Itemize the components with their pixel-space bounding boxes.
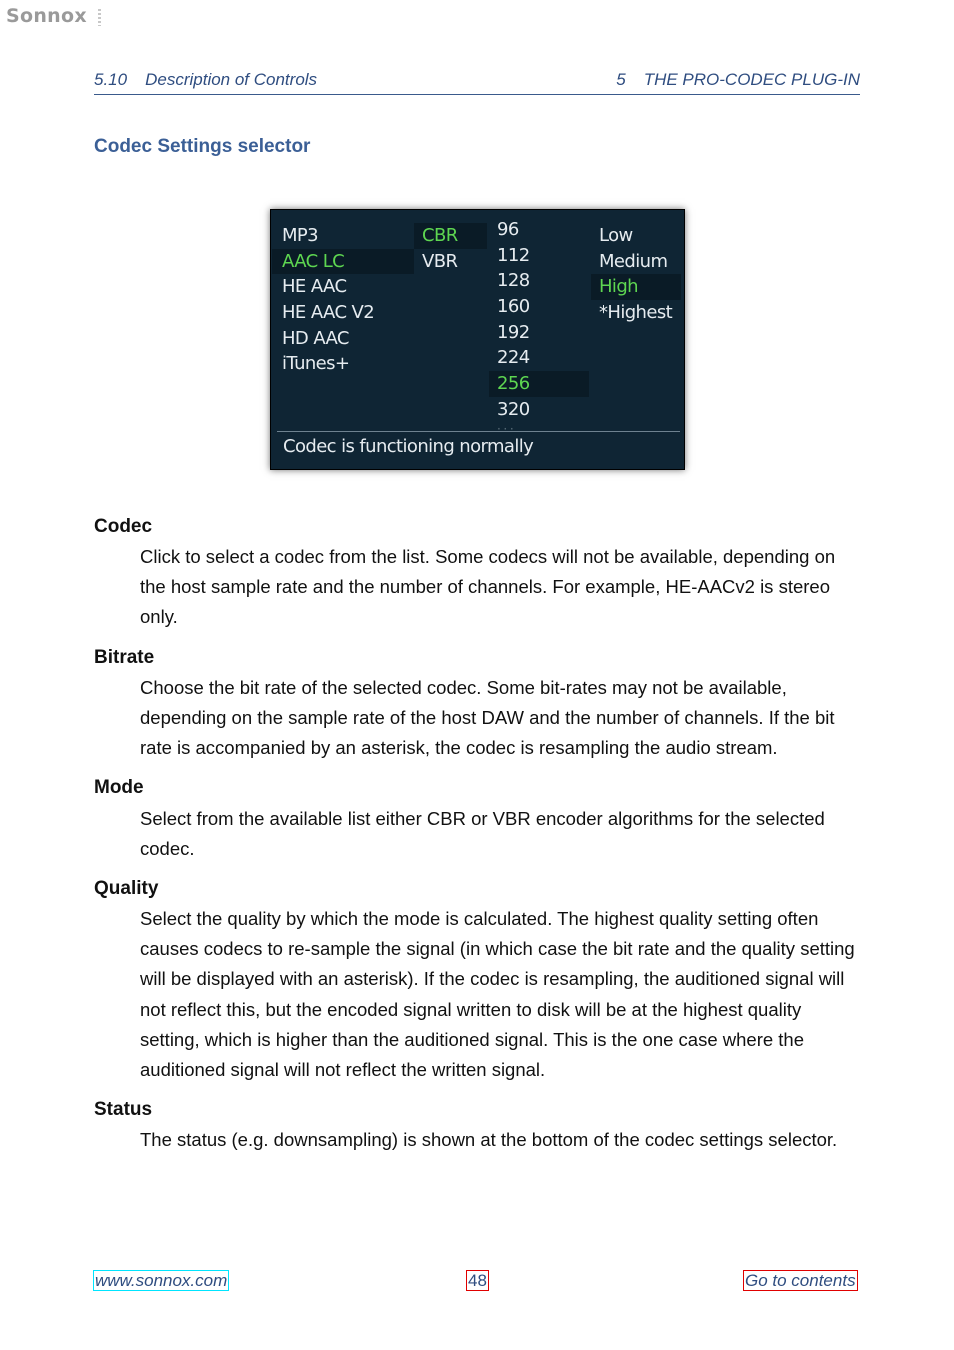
- term-mode: Mode: [94, 777, 144, 798]
- desc-bitrate: Choose the bit rate of the selected codec. Some bit-rates may not be available, depending on the sample rate of the host DAW and the number of channels. If the bit rate is accompanied by an asterisk, the codec is resampling the audio stream.: [140, 677, 835, 759]
- term-codec: Codec: [94, 516, 153, 537]
- bitrate-item-160[interactable]: 160: [497, 296, 530, 318]
- header-section-number: 5.10: [94, 70, 128, 89]
- status-divider: [277, 431, 680, 432]
- desc-status: The status (e.g. downsampling) is shown at the bottom of the codec settings selector.: [140, 1129, 838, 1150]
- go-to-contents-link[interactable]: Go to contents: [745, 1271, 856, 1290]
- term-quality: Quality: [94, 878, 159, 899]
- desc-codec: Click to select a codec from the list. Some codecs will not be available, depending on the host sample rate and the number of channels. For example, HE-AACv2 is stereo only.: [140, 546, 836, 628]
- sonnox-logo: Sonnox: [6, 5, 87, 27]
- term-bitrate: Bitrate: [94, 647, 155, 668]
- quality-list[interactable]: [591, 223, 681, 326]
- header-section-title: Description of Controls: [145, 70, 318, 89]
- bitrate-item-224[interactable]: 224: [497, 347, 530, 369]
- mode-list[interactable]: [414, 223, 487, 274]
- codec-item-he-aac-v2[interactable]: HE AAC V2: [282, 302, 375, 324]
- quality-item-highest[interactable]: *Highest: [599, 302, 673, 324]
- desc-quality: Select the quality by which the mode is calculated. The highest quality setting often causes codecs to re-sample the signal (in which case the bit rate and the quality setting will be displayed with an asterisk). If the codec is resampling, the auditioned signal will not reflect this, but the encoded signal written to disk will be at the highest quality setting, which is higher than the auditioned signal. This is the one case where the auditioned signal will not reflect the written signal.: [140, 908, 855, 1081]
- mode-item-cbr[interactable]: CBR: [414, 223, 487, 249]
- codec-item-mp3[interactable]: MP3: [282, 225, 319, 246]
- codec-item-he-aac[interactable]: HE AAC: [282, 276, 347, 298]
- header-section: [94, 70, 317, 90]
- codec-settings-panel: [270, 209, 685, 470]
- term-status: Status: [94, 1099, 153, 1120]
- quality-item-low[interactable]: Low: [599, 225, 633, 246]
- website-link[interactable]: www.sonnox.com: [95, 1271, 228, 1290]
- section-title: Codec Settings selector: [94, 136, 311, 157]
- header-chapter-number: 5: [616, 70, 626, 89]
- page-number[interactable]: 48: [468, 1271, 487, 1290]
- bitrate-item-128[interactable]: 128: [497, 270, 530, 292]
- page-header: [94, 70, 860, 95]
- bitrate-list[interactable]: [489, 217, 589, 423]
- codec-item-hd-aac[interactable]: HD AAC: [282, 327, 349, 349]
- header-chapter: [616, 70, 860, 90]
- codec-item-itunes-plus[interactable]: iTunes+: [282, 353, 350, 375]
- header-chapter-title: THE PRO-CODEC PLUG-IN: [643, 70, 860, 89]
- bitrate-item-256[interactable]: 256: [489, 371, 589, 397]
- mode-item-vbr[interactable]: VBR: [422, 250, 458, 272]
- quality-item-high[interactable]: High: [591, 274, 681, 300]
- bitrate-item-192[interactable]: 192: [497, 321, 530, 343]
- status-text: Codec is functioning normally: [283, 436, 534, 457]
- bitrate-item-112[interactable]: 112: [497, 244, 530, 266]
- quality-item-medium[interactable]: Medium: [599, 250, 668, 272]
- desc-mode: Select from the available list either CBR or VBR encoder algorithms for the selected codec.: [140, 808, 825, 860]
- bitrate-list-overflow-hint: · · ·: [497, 422, 514, 430]
- logo-dots-decoration: [98, 9, 101, 26]
- codec-item-aac-lc[interactable]: AAC LC: [272, 249, 414, 275]
- codec-list[interactable]: [272, 223, 414, 377]
- bitrate-item-320[interactable]: 320: [497, 398, 530, 420]
- bitrate-item-96[interactable]: 96: [497, 219, 519, 240]
